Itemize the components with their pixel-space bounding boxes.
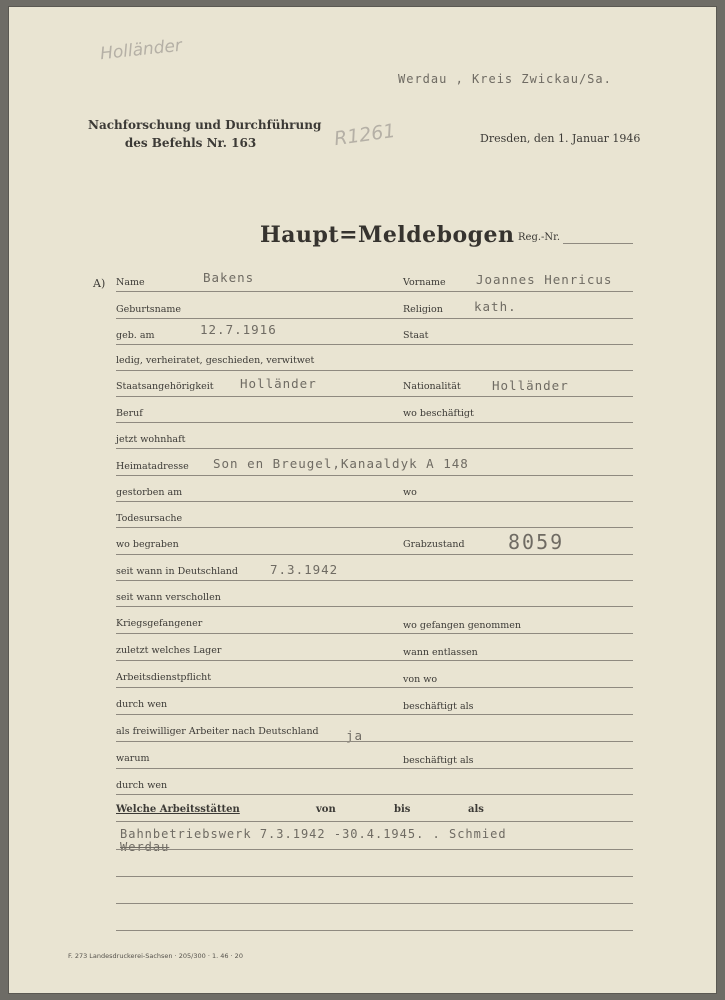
grabzustand-value: 8059 (508, 530, 565, 554)
rule-work-3 (116, 903, 633, 904)
wo-label: wo (403, 487, 417, 498)
vorname-label: Vorname (403, 277, 446, 288)
freiwillig-value: ja (346, 728, 364, 743)
reg-label: Reg.-Nr. (518, 232, 561, 243)
nationalitaet-label: Nationalität (403, 381, 461, 392)
gefangen-label: wo gefangen genommen (403, 620, 522, 631)
rule-warum (116, 768, 633, 769)
rule-geb (116, 344, 633, 345)
rule-wohnhaft (116, 448, 633, 449)
work-header-von: von (316, 804, 336, 815)
rule-staatsangehoerigkeit (116, 396, 633, 397)
work-row-1-struck: Werdau (120, 840, 170, 854)
reg-rule (563, 243, 633, 244)
rule-lager (116, 660, 633, 661)
date-line: Dresden, den 1. Januar 1946 (480, 132, 641, 145)
seit-value: 7.3.1942 (270, 562, 339, 577)
todesursache-label: Todesursache (116, 513, 183, 524)
pencil-note-top: Holländer (99, 35, 183, 65)
entlassen-label: wann entlassen (403, 647, 478, 658)
geb-label: geb. am (116, 330, 155, 341)
rule-work-2 (116, 876, 633, 877)
durchwen2-label: durch wen (116, 780, 168, 791)
issuer-line1: Nachforschung und Durchführung (88, 118, 322, 132)
freiwillig-label: als freiwilliger Arbeiter nach Deutschland (116, 726, 319, 737)
familienstand-label: ledig, verheiratet, geschieden, verwitwet (116, 355, 315, 366)
staatsangehoerigkeit-label: Staatsangehörigkeit (116, 381, 214, 392)
durchwen1-label: durch wen (116, 699, 168, 710)
rule-work-4 (116, 930, 633, 931)
rule-freiwillig (116, 741, 633, 742)
rule-begraben (116, 554, 633, 555)
religion-value: kath. (474, 299, 517, 314)
wohnhaft-label: jetzt wohnhaft (116, 434, 186, 445)
begraben-label: wo begraben (116, 539, 179, 550)
rule-beruf (116, 422, 633, 423)
vonwo-label: von wo (403, 674, 438, 685)
verschollen-label: seit wann verschollen (116, 592, 221, 603)
rule-arbeitsdienst (116, 687, 633, 688)
rule-work-header (116, 821, 633, 822)
work-row-1: Bahnbetriebswerk 7.3.1942 -30.4.1945. . Schmied (120, 827, 507, 841)
nationalitaet-value: Holländer (492, 378, 569, 393)
issuer-line2: des Befehls Nr. 163 (124, 136, 257, 150)
beruf-label: Beruf (116, 408, 143, 419)
kriegsgefangener-label: Kriegsgefangener (116, 618, 203, 629)
staat-label: Staat (403, 330, 429, 341)
grabzustand-label: Grabzustand (403, 539, 465, 550)
seit-label: seit wann in Deutschland (116, 566, 238, 577)
heimatadresse-label: Heimatadresse (116, 461, 189, 472)
footer-imprint: F. 273 Landesdruckerei-Sachsen · 205/300 · 1. 46 · 20 (68, 952, 243, 960)
form-title: Haupt=Meldebogen (260, 222, 515, 248)
name-label: Name (116, 277, 145, 288)
work-header-als: als (468, 804, 484, 815)
geb-value: 12.7.1916 (200, 322, 277, 337)
rule-verschollen (116, 606, 633, 607)
vorname-value: Joannes Henricus (476, 272, 613, 287)
gestorben-label: gestorben am (116, 487, 183, 498)
rule-work-1 (116, 849, 633, 850)
religion-label: Religion (403, 304, 443, 315)
rule-heimatadresse (116, 475, 633, 476)
lager-label: zuletzt welches Lager (116, 645, 222, 656)
rule-kriegsgefangener (116, 633, 633, 634)
rule-durchwen1 (116, 714, 633, 715)
name-value: Bakens (203, 270, 255, 285)
rule-familienstand (116, 370, 633, 371)
geburtsname-label: Geburtsname (116, 304, 182, 315)
location-line: Werdau , Kreis Zwickau/Sa. (398, 72, 612, 86)
beschaeftigtals1-label: beschäftigt als (403, 701, 474, 712)
rule-todesursache (116, 527, 633, 528)
form-sheet (8, 6, 717, 994)
arbeitsdienst-label: Arbeitsdienstpflicht (116, 672, 212, 683)
pencil-note-mid: R1261 (332, 119, 397, 151)
rule-name (116, 291, 633, 292)
staatsangehoerigkeit-value: Holländer (240, 376, 317, 391)
rule-durchwen2 (116, 794, 633, 795)
rule-seit (116, 580, 633, 581)
work-header-place: Welche Arbeitsstätten (116, 804, 240, 815)
heimatadresse-value: Son en Breugel,Kanaaldyk A 148 (213, 456, 469, 471)
rule-geburtsname (116, 318, 633, 319)
beschaeftigt-label: wo beschäftigt (403, 408, 474, 419)
work-header-bis: bis (394, 804, 411, 815)
warum-label: warum (116, 753, 150, 764)
beschaeftigtals2-label: beschäftigt als (403, 755, 474, 766)
section-marker: A) (93, 277, 106, 290)
rule-gestorben (116, 501, 633, 502)
